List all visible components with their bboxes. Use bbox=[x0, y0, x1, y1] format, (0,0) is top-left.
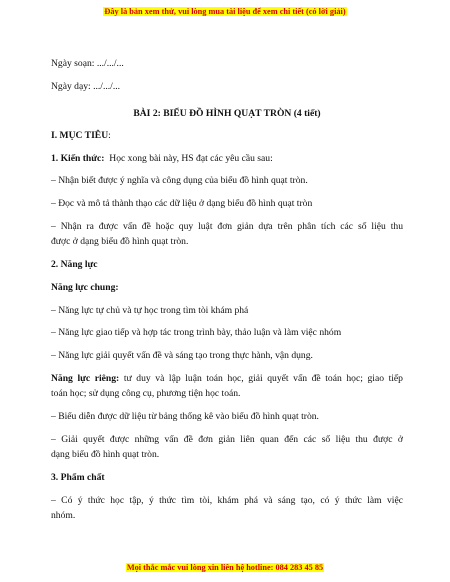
teach-date: Ngày dạy: .../.../... bbox=[51, 81, 121, 92]
lesson-title: BÀI 2: BIỂU ĐỒ HÌNH QUẠT TRÒN (4 tiết) bbox=[133, 108, 321, 119]
specific-item-2: – Giải quyết được những vấn đề đơn giản liên quan đến các số liệu thu được ở bbox=[51, 434, 403, 445]
general-item-3: – Năng lực giải quyết vấn đề và sáng tạo trong thực hành, vận dụng. bbox=[51, 350, 313, 361]
qualities-item-1-cont: nhóm. bbox=[51, 510, 76, 521]
knowledge-intro: Học xong bài này, HS đạt các yêu cầu sau: bbox=[109, 153, 273, 164]
general-item-1: – Năng lực tự chủ và tự học trong tìm tòi khám phá bbox=[51, 305, 249, 316]
hotline-text: Mọi thắc mắc vui lòng xin liên hệ hotline: 084 283 45 85 bbox=[126, 563, 324, 572]
knowledge-item-3: – Nhận ra được vấn đề hoặc quy luật đơn giản dựa trên phân tích các số liệu thu bbox=[51, 221, 403, 232]
general-item-2: – Năng lực giao tiếp và hợp tác trong trình bày, thảo luận và làm việc nhóm bbox=[51, 327, 342, 338]
specific-item-1: – Biểu diễn được dữ liệu từ bảng thống kê vào biểu đồ hình quạt tròn. bbox=[51, 411, 319, 422]
general-competence-heading: Năng lực chung: bbox=[51, 282, 119, 293]
knowledge-item-2: – Đọc và mô tả thành thạo các dữ liệu ở dạng biểu đồ hình quạt tròn bbox=[51, 198, 313, 209]
knowledge-item-1: – Nhận biết được ý nghĩa và công dụng của biểu đồ hình quạt tròn. bbox=[51, 175, 308, 186]
specific-competence-line: Năng lực riêng: tư duy và lập luận toán học, giải quyết vấn đề toán học; giao tiếp bbox=[51, 373, 403, 384]
prep-date: Ngày soạn: .../.../... bbox=[51, 58, 124, 69]
preview-notice-text: Đây là bản xem thử, vui lòng mua tài liệu để xem chi tiết (có lời giải) bbox=[104, 7, 346, 16]
qualities-heading: 3. Phẩm chất bbox=[51, 472, 105, 483]
section-goals-heading: I. MỤC TIÊU: bbox=[51, 130, 111, 141]
specific-competence-cont: toán học; sử dụng công cụ, phương tiện học toán. bbox=[51, 388, 241, 399]
competence-heading: 2. Năng lực bbox=[51, 259, 98, 270]
qualities-item-1: – Có ý thức học tập, ý thức tìm tòi, khám phá và sáng tạo, có ý thức làm việc bbox=[51, 495, 403, 506]
hotline-banner bbox=[0, 563, 450, 572]
knowledge-line bbox=[51, 153, 273, 165]
knowledge-item-3-cont: được ở dạng biểu đồ hình quạt tròn. bbox=[51, 236, 189, 247]
knowledge-heading: 1. Kiến thức: bbox=[51, 153, 105, 164]
specific-item-2-cont: dạng biểu đồ hình quạt tròn. bbox=[51, 449, 160, 460]
preview-notice-banner bbox=[0, 7, 450, 16]
specific-competence-heading: Năng lực riêng: bbox=[51, 373, 120, 384]
